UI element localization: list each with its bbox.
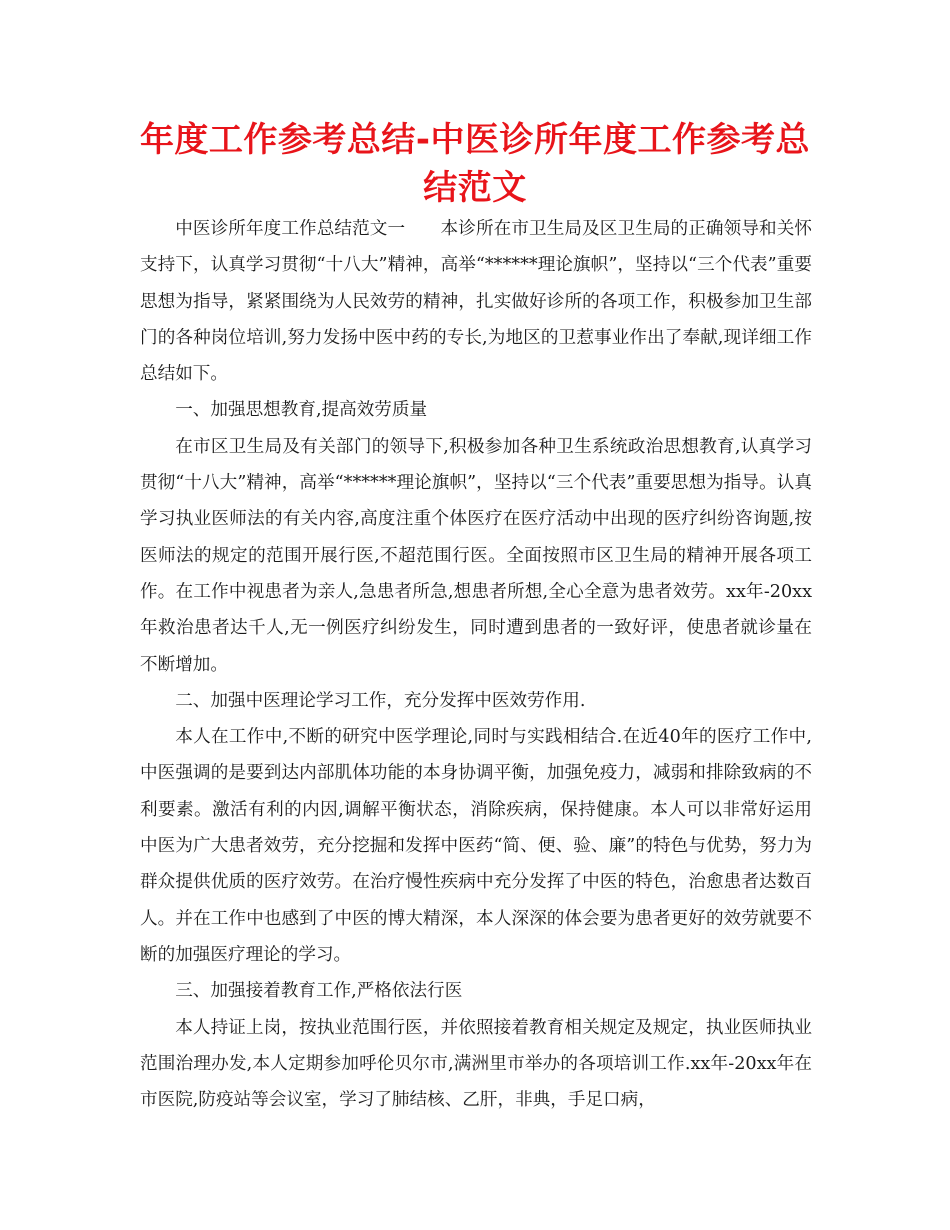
paragraph-section-1: 在市区卫生局及有关部门的领导下,积极参加各种卫生系统政治思想教育,认真学习贯彻“十八大”精神，高举“******理论旗帜”，坚持以“三个代表”重要思想为指导。认真学习执业医师法的有关内容,高度注重个体医疗在医疗活动中出现的医疗纠纷咨询题,按医师法的规定的范围开展行医,不超范围行医。全面按照市区卫生局的精神开展各项工作。在工作中视患者为亲人,急患者所急,想患者所想,全心全意为患者效劳。xx年-20xx年救治患者达千人,无一例医疗纠纷发生，同时遭到患者的一致好评，使患者就诊量在不断增加。 [140, 436, 812, 675]
document-body [140, 211, 812, 1118]
paragraph-section-3: 本人持证上岗，按执业范围行医，并依照接着教育相关规定及规定，执业医师执业范围治理办发,本人定期参加呼伦贝尔市,满洲里市举办的各项培训工作.xx年-20xx年在市医院,防疫站等会议室，学习了肺结核、乙肝，非典，手足口病， [140, 1017, 812, 1111]
section-heading-3: 三、加强接着教育工作,严格依法行医 [175, 981, 463, 1002]
paragraph-section-2: 本人在工作中,不断的研究中医学理论,同时与实践相结合.在近40年的医疗工作中,中医强调的是要到达内部肌体功能的本身协调平衡，加强免疫力，减弱和排除致病的不利要素。激活有利的内因,调解平衡状态，消除疾病，保持健康。本人可以非常好运用中医为广大患者效劳，充分挖掘和发挥中医药“简、便、验、廉”的特色与优势，努力为群众提供优质的医疗效劳。在治疗慢性疾病中充分发挥了中医的特色，治愈患者达数百人。并在工作中也感到了中医的博大精深，本人深深的体会要为患者更好的效劳就要不断的加强医疗理论的学习。 [140, 727, 812, 965]
section-heading-2: 二、加强中医理论学习工作，充分发挥中医效劳作用. [175, 690, 586, 711]
paragraph-intro: 中医诊所年度工作总结范文一 本诊所在市卫生局及区卫生局的正确领导和关怀支持下，认真学习贯彻“十八大”精神，高举“******理论旗帜”，坚持以“三个代表”重要思想为指导，紧紧围绕为人民效劳的精神，扎实做好诊所的各项工作，积极参加卫生部门的各种岗位培训,努力发扬中医中药的专长,为地区的卫惹事业作出了奉献,现详细工作总结如下。 [140, 219, 812, 385]
document-title: 年度工作参考总结-中医诊所年度工作参考总结范文 [139, 120, 811, 208]
section-heading-1: 一、加强思想教育,提高效劳质量 [175, 400, 428, 421]
